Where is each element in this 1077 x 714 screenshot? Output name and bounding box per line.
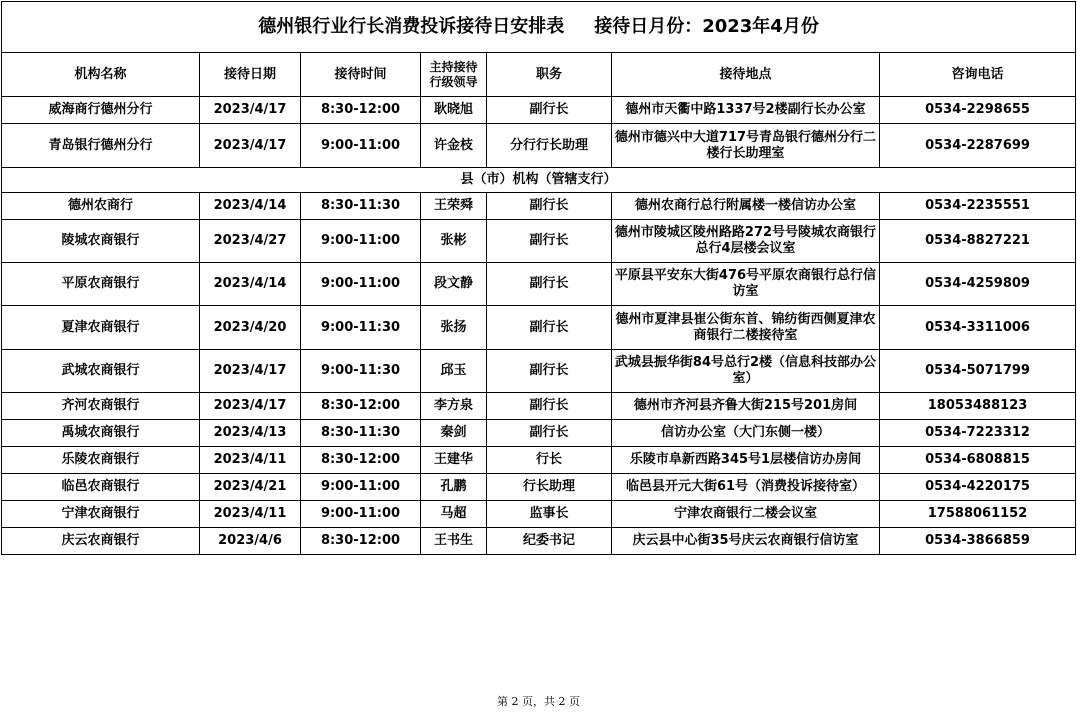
cell-location: 乐陵市阜新西路345号1层楼信访办房间 (612, 447, 880, 474)
cell-date: 2023/4/21 (200, 474, 301, 501)
cell-date: 2023/4/17 (200, 393, 301, 420)
cell-date: 2023/4/17 (200, 124, 301, 168)
cell-phone: 0534-3866859 (880, 528, 1076, 555)
title-main: 德州银行业行长消费投诉接待日安排表 (258, 16, 565, 37)
cell-position: 副行长 (487, 263, 612, 306)
cell-institution: 武城农商银行 (2, 350, 200, 393)
cell-location: 宁津农商银行二楼会议室 (612, 501, 880, 528)
cell-leader: 张扬 (421, 306, 487, 350)
cell-location: 德州市德兴中大道717号青岛银行德州分行二楼行长助理室 (612, 124, 880, 168)
cell-position: 行长助理 (487, 474, 612, 501)
header-position: 职务 (487, 53, 612, 97)
cell-leader: 耿晓旭 (421, 97, 487, 124)
table-row (2, 420, 1076, 447)
table-row (2, 350, 1076, 393)
cell-time: 9:00-11:30 (301, 350, 421, 393)
cell-location: 德州市齐河县齐鲁大街215号201房间 (612, 393, 880, 420)
cell-institution: 庆云农商银行 (2, 528, 200, 555)
cell-date: 2023/4/11 (200, 501, 301, 528)
cell-time: 9:00-11:00 (301, 501, 421, 528)
cell-phone: 0534-3311006 (880, 306, 1076, 350)
cell-leader: 段文静 (421, 263, 487, 306)
header-time: 接待时间 (301, 53, 421, 97)
table-row (2, 220, 1076, 263)
cell-leader: 张彬 (421, 220, 487, 263)
cell-location: 临邑县开元大街61号（消费投诉接待室） (612, 474, 880, 501)
cell-position: 副行长 (487, 393, 612, 420)
section-label: 县（市）机构（管辖支行） (2, 168, 1076, 193)
cell-time: 8:30-12:00 (301, 447, 421, 474)
cell-date: 2023/4/17 (200, 97, 301, 124)
cell-leader: 孔鹏 (421, 474, 487, 501)
header-date: 接待日期 (200, 53, 301, 97)
cell-phone: 0534-8827221 (880, 220, 1076, 263)
cell-time: 8:30-11:30 (301, 193, 421, 220)
page-title (2, 2, 1076, 53)
cell-position: 副行长 (487, 193, 612, 220)
cell-location: 德州市天衢中路1337号2楼副行长办公室 (612, 97, 880, 124)
table-row (2, 393, 1076, 420)
cell-leader: 邱玉 (421, 350, 487, 393)
cell-position: 副行长 (487, 220, 612, 263)
cell-institution: 陵城农商银行 (2, 220, 200, 263)
cell-date: 2023/4/6 (200, 528, 301, 555)
header-institution: 机构名称 (2, 53, 200, 97)
cell-phone: 0534-4259809 (880, 263, 1076, 306)
cell-date: 2023/4/20 (200, 306, 301, 350)
table-row (2, 97, 1076, 124)
cell-leader: 秦剑 (421, 420, 487, 447)
cell-phone: 0534-2235551 (880, 193, 1076, 220)
cell-institution: 齐河农商银行 (2, 393, 200, 420)
header-leader-line2: 行级领导 (429, 74, 478, 89)
cell-institution: 夏津农商银行 (2, 306, 200, 350)
cell-date: 2023/4/14 (200, 193, 301, 220)
cell-position: 副行长 (487, 420, 612, 447)
table-row (2, 263, 1076, 306)
schedule-sheet (1, 1, 1075, 555)
cell-time: 9:00-11:30 (301, 306, 421, 350)
title-month: 接待日月份：2023年4月份 (594, 16, 819, 37)
cell-position: 分行行长助理 (487, 124, 612, 168)
cell-location: 庆云县中心街35号庆云农商银行信访室 (612, 528, 880, 555)
cell-institution: 禹城农商银行 (2, 420, 200, 447)
cell-phone: 0534-2287699 (880, 124, 1076, 168)
cell-position: 副行长 (487, 350, 612, 393)
cell-date: 2023/4/11 (200, 447, 301, 474)
table-row (2, 124, 1076, 168)
schedule-table (1, 1, 1076, 555)
cell-date: 2023/4/13 (200, 420, 301, 447)
table-row (2, 447, 1076, 474)
title-row (2, 2, 1076, 53)
cell-leader: 王荣舜 (421, 193, 487, 220)
header-location: 接待地点 (612, 53, 880, 97)
cell-institution: 威海商行德州分行 (2, 97, 200, 124)
table-row (2, 528, 1076, 555)
cell-position: 监事长 (487, 501, 612, 528)
cell-time: 9:00-11:00 (301, 474, 421, 501)
cell-institution: 德州农商行 (2, 193, 200, 220)
cell-phone: 18053488123 (880, 393, 1076, 420)
cell-leader: 王书生 (421, 528, 487, 555)
cell-phone: 0534-6808815 (880, 447, 1076, 474)
table-row (2, 306, 1076, 350)
header-phone: 咨询电话 (880, 53, 1076, 97)
cell-institution: 宁津农商银行 (2, 501, 200, 528)
cell-time: 8:30-12:00 (301, 97, 421, 124)
cell-position: 副行长 (487, 97, 612, 124)
cell-position: 纪委书记 (487, 528, 612, 555)
cell-time: 9:00-11:00 (301, 124, 421, 168)
cell-time: 9:00-11:00 (301, 220, 421, 263)
header-leader-line1: 主持接待 (429, 59, 478, 74)
cell-location: 德州市夏津县崔公街东首、锦纺街西侧夏津农商银行二楼接待室 (612, 306, 880, 350)
cell-leader: 许金枝 (421, 124, 487, 168)
cell-leader: 李方泉 (421, 393, 487, 420)
cell-phone: 17588061152 (880, 501, 1076, 528)
table-row (2, 501, 1076, 528)
cell-time: 8:30-12:00 (301, 528, 421, 555)
cell-date: 2023/4/14 (200, 263, 301, 306)
cell-time: 9:00-11:00 (301, 263, 421, 306)
cell-time: 8:30-12:00 (301, 393, 421, 420)
cell-date: 2023/4/27 (200, 220, 301, 263)
table-row (2, 193, 1076, 220)
cell-phone: 0534-7223312 (880, 420, 1076, 447)
cell-location: 德州市陵城区陵州路路272号号陵城农商银行总行4层楼会议室 (612, 220, 880, 263)
cell-location: 武城县振华街84号总行2楼（信息科技部办公室） (612, 350, 880, 393)
cell-institution: 青岛银行德州分行 (2, 124, 200, 168)
header-leader (421, 53, 487, 97)
cell-phone: 0534-4220175 (880, 474, 1076, 501)
cell-leader: 王建华 (421, 447, 487, 474)
header-row (2, 53, 1076, 97)
cell-institution: 平原农商银行 (2, 263, 200, 306)
cell-location: 信访办公室（大门东侧一楼） (612, 420, 880, 447)
cell-date: 2023/4/17 (200, 350, 301, 393)
page-footer: 第 2 页，共 2 页 (497, 695, 580, 708)
cell-leader: 马超 (421, 501, 487, 528)
cell-position: 行长 (487, 447, 612, 474)
cell-location: 德州农商行总行附属楼一楼信访办公室 (612, 193, 880, 220)
table-row (2, 474, 1076, 501)
cell-position: 副行长 (487, 306, 612, 350)
cell-phone: 0534-5071799 (880, 350, 1076, 393)
cell-institution: 临邑农商银行 (2, 474, 200, 501)
section-row (2, 168, 1076, 193)
cell-location: 平原县平安东大街476号平原农商银行总行信访室 (612, 263, 880, 306)
cell-phone: 0534-2298655 (880, 97, 1076, 124)
cell-time: 8:30-11:30 (301, 420, 421, 447)
cell-institution: 乐陵农商银行 (2, 447, 200, 474)
